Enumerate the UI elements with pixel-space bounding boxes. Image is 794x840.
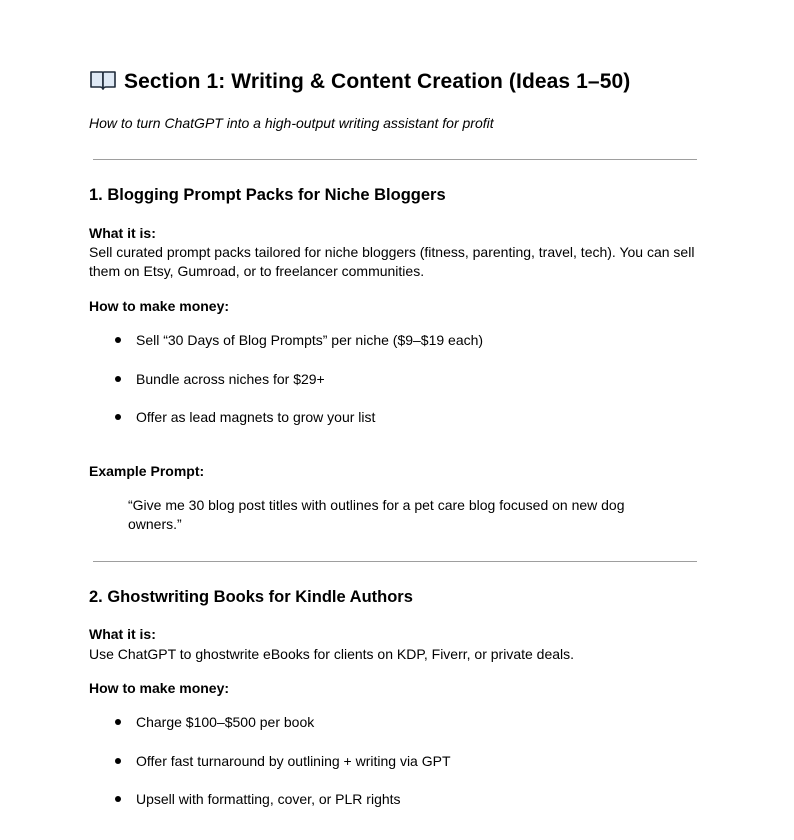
bullet-dot <box>115 414 121 420</box>
bullet-item <box>136 753 451 769</box>
example-prompt-label: Example Prompt: <box>89 463 205 479</box>
bullet-dot <box>115 376 121 382</box>
bullet-item <box>136 371 325 387</box>
bullet-item <box>136 409 375 425</box>
what-it-is-text: Use ChatGPT to ghostwrite eBooks for clients on KDP, Fiverr, or private deals. <box>89 646 575 662</box>
bullet-text: Offer fast turnaround by outlining + writing via GPT <box>136 753 451 769</box>
bullet-item <box>136 791 401 807</box>
example-prompt-text: “Give me 30 blog post titles with outlines for a pet care blog focused on new dog owners.” <box>128 497 625 532</box>
divider <box>93 561 697 562</box>
how-to-make-money-label: How to make money: <box>89 680 230 696</box>
idea-heading: 1. Blogging Prompt Packs for Niche Bloggers <box>89 186 446 204</box>
open-book-icon <box>89 69 117 97</box>
section-subtitle: How to turn ChatGPT into a high-output writing assistant for profit <box>89 115 494 131</box>
idea-heading: 2. Ghostwriting Books for Kindle Authors <box>89 588 413 606</box>
bullet-dot <box>115 337 121 343</box>
bullet-dot <box>115 719 121 725</box>
bullet-text: Upsell with formatting, cover, or PLR rights <box>136 791 401 807</box>
bullet-item <box>136 714 314 730</box>
bullet-text: Charge $100–$500 per book <box>136 714 315 730</box>
bullet-text: Offer as lead magnets to grow your list <box>136 409 376 425</box>
bullet-text: Sell “30 Days of Blog Prompts” per niche ($9–$19 each) <box>136 332 484 348</box>
section-title <box>89 69 630 97</box>
section-title-text: Section 1: Writing & Content Creation (Ideas 1–50) <box>124 70 631 93</box>
bullet-item <box>136 332 483 348</box>
what-it-is-label: What it is: <box>89 225 156 241</box>
bullet-dot <box>115 796 121 802</box>
divider <box>93 159 697 160</box>
how-to-make-money-label: How to make money: <box>89 298 230 314</box>
what-it-is-text: Sell curated prompt packs tailored for niche bloggers (fitness, parenting, travel, tech). You can sell them on Etsy, Gumroad, or to freelancer communities. <box>89 244 695 279</box>
bullet-text: Bundle across niches for $29+ <box>136 371 325 387</box>
what-it-is-label: What it is: <box>89 626 156 642</box>
bullet-dot <box>115 758 121 764</box>
